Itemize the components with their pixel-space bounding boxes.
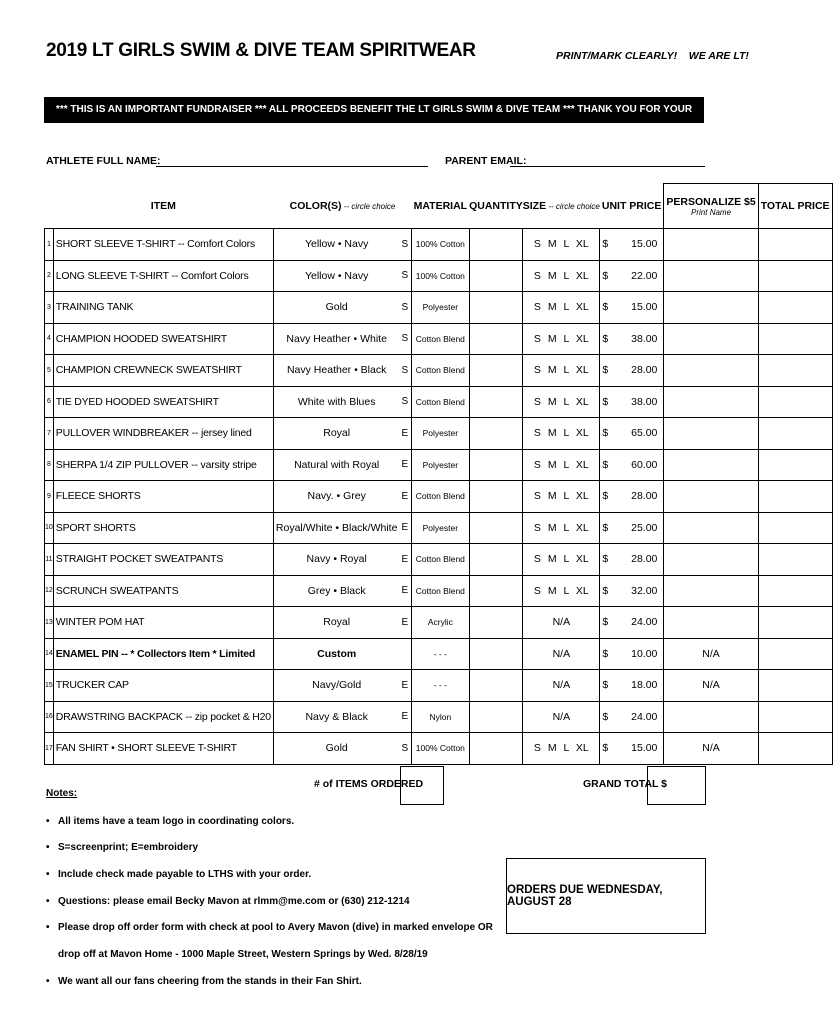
bullet-dot: •	[46, 842, 50, 853]
row-number: 12	[45, 575, 54, 607]
table-row	[45, 512, 833, 544]
material: 100% Cotton	[412, 260, 469, 292]
item-name: SHERPA 1/4 ZIP PULLOVER -- varsity stripe	[53, 449, 273, 481]
size-choice[interactable]: S M L XL	[523, 323, 600, 355]
color-choice[interactable]: Yellow • Navy	[273, 229, 399, 261]
personalize-cell[interactable]	[664, 418, 758, 450]
price-amount: 28.00	[631, 364, 658, 377]
size-choice[interactable]: N/A	[523, 607, 600, 639]
price-amount: 32.00	[631, 584, 658, 597]
price-amount: 15.00	[631, 238, 658, 251]
material: Cotton Blend	[412, 386, 469, 418]
item-name: DRAWSTRING BACKPACK -- zip pocket & H20	[53, 701, 273, 733]
personalize-cell[interactable]: N/A	[664, 670, 758, 702]
dollar-sign: $	[602, 710, 609, 723]
price-amount: 60.00	[631, 458, 658, 471]
item-name: PULLOVER WINDBREAKER -- jersey lined	[53, 418, 273, 450]
total-price-cell[interactable]	[758, 260, 832, 292]
personalize-cell[interactable]	[664, 512, 758, 544]
quantity-cell[interactable]	[469, 670, 523, 702]
total-price-cell[interactable]	[758, 512, 832, 544]
note-continuation: drop off at Mavon Home - 1000 Maple Street, Western Springs by Wed. 8/28/19	[58, 949, 428, 960]
table-row	[45, 229, 833, 261]
personalize-cell[interactable]	[664, 229, 758, 261]
header-unit-price: UNIT PRICE	[601, 199, 662, 212]
note-text: All items have a team logo in coordinating colors.	[58, 816, 295, 827]
personalize-cell[interactable]	[664, 260, 758, 292]
row-number: 3	[45, 292, 54, 324]
print-method: S	[399, 355, 411, 387]
row-number: 4	[45, 323, 54, 355]
row-number: 7	[45, 418, 54, 450]
material: Cotton Blend	[412, 481, 469, 513]
total-price-cell[interactable]	[758, 229, 832, 261]
table-row	[45, 701, 833, 733]
dollar-sign: $	[602, 301, 609, 314]
table-row	[45, 292, 833, 324]
price-amount: 10.00	[631, 647, 658, 660]
dollar-sign: $	[602, 553, 609, 566]
dollar-sign: $	[602, 584, 609, 597]
color-choice[interactable]: Royal	[273, 607, 399, 639]
row-number: 16	[45, 701, 54, 733]
quantity-cell[interactable]	[469, 355, 523, 387]
items-ordered-label: # of ITEMS ORDERED	[314, 778, 424, 790]
table-row	[45, 575, 833, 607]
bullet-dot: •	[46, 896, 50, 907]
table-row	[45, 418, 833, 450]
quantity-cell[interactable]	[469, 512, 523, 544]
personalize-cell[interactable]	[664, 386, 758, 418]
item-name: SPORT SHORTS	[53, 512, 273, 544]
quantity-cell[interactable]	[469, 323, 523, 355]
total-price-cell[interactable]	[758, 670, 832, 702]
total-price-cell[interactable]	[758, 449, 832, 481]
item-name: LONG SLEEVE T-SHIRT -- Comfort Colors	[53, 260, 273, 292]
total-price-cell[interactable]	[758, 575, 832, 607]
price-amount: 15.00	[631, 742, 658, 755]
size-choice[interactable]: S M L XL	[523, 260, 600, 292]
table-row	[45, 733, 833, 765]
material: Polyester	[412, 292, 469, 324]
personalize-cell[interactable]	[664, 323, 758, 355]
row-number: 17	[45, 733, 54, 765]
bullet-dot: •	[46, 922, 50, 933]
size-choice[interactable]: S M L XL	[523, 355, 600, 387]
item-name: ENAMEL PIN -- * Collectors Item * Limited	[53, 638, 273, 670]
personalize-cell[interactable]	[664, 355, 758, 387]
price-amount: 22.00	[631, 269, 658, 282]
total-price-cell[interactable]	[758, 701, 832, 733]
note-item	[46, 976, 362, 987]
bullet-dot: •	[46, 976, 50, 987]
table-row	[45, 449, 833, 481]
size-choice[interactable]: S M L XL	[523, 575, 600, 607]
unit-price	[600, 229, 664, 261]
row-number: 8	[45, 449, 54, 481]
quantity-cell[interactable]	[469, 449, 523, 481]
item-name: SCRUNCH SWEATPANTS	[53, 575, 273, 607]
dollar-sign: $	[602, 458, 609, 471]
color-choice[interactable]: Navy/Gold	[273, 670, 399, 702]
header-quantity: QUANTITY	[469, 199, 523, 212]
parent-email-label: PARENT EMAIL:	[445, 155, 527, 167]
item-name: WINTER POM HAT	[53, 607, 273, 639]
note-text: We want all our fans cheering from the stands in their Fan Shirt.	[58, 976, 362, 987]
bullet-dot: •	[46, 869, 50, 880]
color-choice[interactable]: Navy. • Grey	[273, 481, 399, 513]
color-choice[interactable]: Gold	[273, 292, 399, 324]
price-amount: 18.00	[631, 679, 658, 692]
note-text: Questions: please email Becky Mavon at rlmm@me.com or (630) 212-1214	[58, 896, 410, 907]
row-number: 9	[45, 481, 54, 513]
total-price-cell[interactable]	[758, 733, 832, 765]
item-name: CHAMPION HOODED SWEATSHIRT	[53, 323, 273, 355]
table-row	[45, 670, 833, 702]
color-choice[interactable]: Navy Heather • Black	[273, 355, 399, 387]
color-choice[interactable]: Custom	[273, 638, 399, 670]
table-header-row	[45, 184, 833, 229]
dollar-sign: $	[602, 647, 609, 660]
color-choice[interactable]: Navy Heather • White	[273, 323, 399, 355]
print-method: S	[399, 260, 411, 292]
print-method: E	[399, 449, 411, 481]
header-color-note: -- circle choice	[341, 201, 396, 211]
row-number: 14	[45, 638, 54, 670]
color-choice[interactable]: Yellow • Navy	[273, 260, 399, 292]
print-clearly-note: PRINT/MARK CLEARLY! WE ARE LT!	[556, 50, 749, 62]
fundraiser-banner: *** THIS IS AN IMPORTANT FUNDRAISER *** ALL PROCEEDS BENEFIT THE LT GIRLS SWIM & DIVE TEAM *** THANK YOU FOR YOUR SUPPORT ***	[44, 97, 704, 123]
unit-price	[600, 638, 664, 670]
note-text: S=screenprint; E=embroidery	[58, 842, 199, 853]
header-item: ITEM	[150, 199, 176, 212]
unit-price	[600, 481, 664, 513]
note-text: Include check made payable to LTHS with your order.	[58, 869, 312, 880]
row-number: 1	[45, 229, 54, 261]
row-number: 6	[45, 386, 54, 418]
row-number: 10	[45, 512, 54, 544]
quantity-cell[interactable]	[469, 575, 523, 607]
personalize-cell[interactable]	[664, 575, 758, 607]
size-choice[interactable]: N/A	[523, 670, 600, 702]
dollar-sign: $	[602, 616, 609, 629]
unit-price	[600, 512, 664, 544]
material: Acrylic	[412, 607, 469, 639]
price-amount: 24.00	[631, 616, 658, 629]
table-row	[45, 355, 833, 387]
price-amount: 15.00	[631, 301, 658, 314]
grand-total-label: GRAND TOTAL $	[583, 778, 668, 790]
quantity-cell[interactable]	[469, 481, 523, 513]
size-choice[interactable]: S M L XL	[523, 449, 600, 481]
table-row	[45, 481, 833, 513]
price-amount: 28.00	[631, 553, 658, 566]
price-amount: 65.00	[631, 427, 658, 440]
print-method	[399, 638, 411, 670]
item-name: TIE DYED HOODED SWEATSHIRT	[53, 386, 273, 418]
personalize-cell[interactable]	[664, 544, 758, 576]
note-item	[46, 816, 294, 827]
note-item	[46, 869, 311, 880]
unit-price	[600, 733, 664, 765]
header-personalize-label: PERSONALIZE $5	[666, 195, 756, 208]
header-size-label: SIZE	[522, 199, 547, 212]
quantity-cell[interactable]	[469, 638, 523, 670]
row-number: 13	[45, 607, 54, 639]
quantity-cell[interactable]	[469, 260, 523, 292]
material: - - -	[412, 638, 469, 670]
dollar-sign: $	[602, 332, 609, 345]
size-choice[interactable]: S M L XL	[523, 733, 600, 765]
table-row	[45, 607, 833, 639]
note-item	[46, 922, 493, 933]
unit-price	[600, 575, 664, 607]
table-row	[45, 323, 833, 355]
unit-price	[600, 607, 664, 639]
item-name: STRAIGHT POCKET SWEATPANTS	[53, 544, 273, 576]
header-material: MATERIAL	[413, 199, 468, 212]
print-method: S	[399, 323, 411, 355]
orders-due-text: ORDERS DUE WEDNESDAY, AUGUST 28	[507, 884, 663, 908]
total-price-cell[interactable]	[758, 638, 832, 670]
color-choice[interactable]: Gold	[273, 733, 399, 765]
parent-email-field[interactable]	[510, 166, 705, 167]
item-name: FAN SHIRT • SHORT SLEEVE T-SHIRT	[53, 733, 273, 765]
quantity-cell[interactable]	[469, 607, 523, 639]
dollar-sign: $	[602, 427, 609, 440]
quantity-cell[interactable]	[469, 418, 523, 450]
print-method: E	[399, 701, 411, 733]
order-table	[44, 183, 833, 765]
print-method: S	[399, 229, 411, 261]
athlete-name-field[interactable]	[156, 166, 428, 167]
size-choice[interactable]: N/A	[523, 638, 600, 670]
table-row	[45, 386, 833, 418]
table-row	[45, 260, 833, 292]
header-color-label: COLOR(S)	[289, 199, 342, 212]
orders-due-box	[506, 858, 706, 934]
item-name: CHAMPION CREWNECK SWEATSHIRT	[53, 355, 273, 387]
size-choice[interactable]: S M L XL	[523, 292, 600, 324]
dollar-sign: $	[602, 364, 609, 377]
item-name: TRUCKER CAP	[53, 670, 273, 702]
quantity-cell[interactable]	[469, 386, 523, 418]
unit-price	[600, 670, 664, 702]
size-choice[interactable]: S M L XL	[523, 544, 600, 576]
row-number: 15	[45, 670, 54, 702]
table-row	[45, 638, 833, 670]
total-price-cell[interactable]	[758, 607, 832, 639]
print-method: S	[399, 292, 411, 324]
row-number: 2	[45, 260, 54, 292]
note-item	[46, 896, 410, 907]
dollar-sign: $	[602, 269, 609, 282]
material: Cotton Blend	[412, 323, 469, 355]
unit-price	[600, 386, 664, 418]
personalize-cell[interactable]	[664, 292, 758, 324]
color-choice[interactable]: Grey • Black	[273, 575, 399, 607]
quantity-cell[interactable]	[469, 292, 523, 324]
size-choice[interactable]: S M L XL	[523, 418, 600, 450]
unit-price	[600, 418, 664, 450]
header-total: TOTAL PRICE	[758, 184, 832, 229]
color-choice[interactable]: Royal/White • Black/White	[273, 512, 399, 544]
print-method: S	[399, 386, 411, 418]
header-color	[273, 184, 411, 229]
total-price-cell[interactable]	[758, 355, 832, 387]
unit-price	[600, 449, 664, 481]
price-amount: 28.00	[631, 490, 658, 503]
dollar-sign: $	[602, 679, 609, 692]
material: 100% Cotton	[412, 733, 469, 765]
page-title: 2019 LT GIRLS SWIM & DIVE TEAM SPIRITWEAR	[46, 40, 476, 61]
color-choice[interactable]: Navy • Royal	[273, 544, 399, 576]
material: Polyester	[412, 512, 469, 544]
color-choice[interactable]: Royal	[273, 418, 399, 450]
personalize-cell[interactable]	[664, 481, 758, 513]
material: Cotton Blend	[412, 355, 469, 387]
unit-price	[600, 260, 664, 292]
unit-price	[600, 701, 664, 733]
unit-price	[600, 544, 664, 576]
item-name: FLEECE SHORTS	[53, 481, 273, 513]
quantity-cell[interactable]	[469, 544, 523, 576]
item-name: SHORT SLEEVE T-SHIRT -- Comfort Colors	[53, 229, 273, 261]
material: Polyester	[412, 449, 469, 481]
header-size-note: -- circle choice	[546, 201, 600, 211]
material: Cotton Blend	[412, 544, 469, 576]
total-price-cell[interactable]	[758, 292, 832, 324]
table-row	[45, 544, 833, 576]
color-choice[interactable]: Navy & Black	[273, 701, 399, 733]
personalize-cell[interactable]: N/A	[664, 638, 758, 670]
price-amount: 25.00	[631, 521, 658, 534]
material: 100% Cotton	[412, 229, 469, 261]
personalize-cell[interactable]	[664, 701, 758, 733]
unit-price	[600, 355, 664, 387]
total-price-cell[interactable]	[758, 323, 832, 355]
total-price-cell[interactable]	[758, 544, 832, 576]
athlete-name-label: ATHLETE FULL NAME:	[46, 155, 161, 167]
unit-price	[600, 323, 664, 355]
print-method: E	[399, 575, 411, 607]
size-choice[interactable]: N/A	[523, 701, 600, 733]
material: Cotton Blend	[412, 575, 469, 607]
price-amount: 24.00	[631, 710, 658, 723]
personalize-cell[interactable]	[664, 449, 758, 481]
quantity-cell[interactable]	[469, 229, 523, 261]
color-choice[interactable]: White with Blues	[273, 386, 399, 418]
total-price-cell[interactable]	[758, 418, 832, 450]
note-item	[46, 842, 198, 853]
print-method: E	[399, 418, 411, 450]
dollar-sign: $	[602, 490, 609, 503]
personalize-cell[interactable]	[664, 607, 758, 639]
total-price-cell[interactable]	[758, 481, 832, 513]
print-method: E	[399, 481, 411, 513]
row-number: 5	[45, 355, 54, 387]
row-number: 11	[45, 544, 54, 576]
print-method: E	[399, 512, 411, 544]
print-method: E	[399, 544, 411, 576]
grand-total-box[interactable]	[647, 766, 706, 805]
price-amount: 38.00	[631, 395, 658, 408]
size-choice[interactable]: S M L XL	[523, 229, 600, 261]
dollar-sign: $	[602, 238, 609, 251]
total-price-cell[interactable]	[758, 386, 832, 418]
dollar-sign: $	[602, 395, 609, 408]
color-choice[interactable]: Natural with Royal	[273, 449, 399, 481]
header-num	[45, 184, 54, 229]
dollar-sign: $	[602, 742, 609, 755]
print-method: E	[399, 670, 411, 702]
price-amount: 38.00	[631, 332, 658, 345]
size-choice[interactable]: S M L XL	[523, 481, 600, 513]
bullet-dot: •	[46, 816, 50, 827]
unit-price	[600, 292, 664, 324]
size-choice[interactable]: S M L XL	[523, 512, 600, 544]
header-size	[523, 184, 600, 229]
header-personalize	[664, 184, 758, 229]
personalize-cell[interactable]: N/A	[664, 733, 758, 765]
notes-label: Notes:	[46, 788, 78, 799]
material: Nylon	[412, 701, 469, 733]
note-text: Please drop off order form with check at pool to Avery Mavon (dive) in marked envelope OR	[58, 922, 493, 933]
size-choice[interactable]: S M L XL	[523, 386, 600, 418]
print-method: S	[399, 733, 411, 765]
items-ordered-box[interactable]	[400, 766, 444, 805]
dollar-sign: $	[602, 521, 609, 534]
item-name: TRAINING TANK	[53, 292, 273, 324]
quantity-cell[interactable]	[469, 733, 523, 765]
material: Polyester	[412, 418, 469, 450]
material: - - -	[412, 670, 469, 702]
quantity-cell[interactable]	[469, 701, 523, 733]
header-personalize-note: Print Name	[691, 207, 732, 217]
print-method: E	[399, 607, 411, 639]
